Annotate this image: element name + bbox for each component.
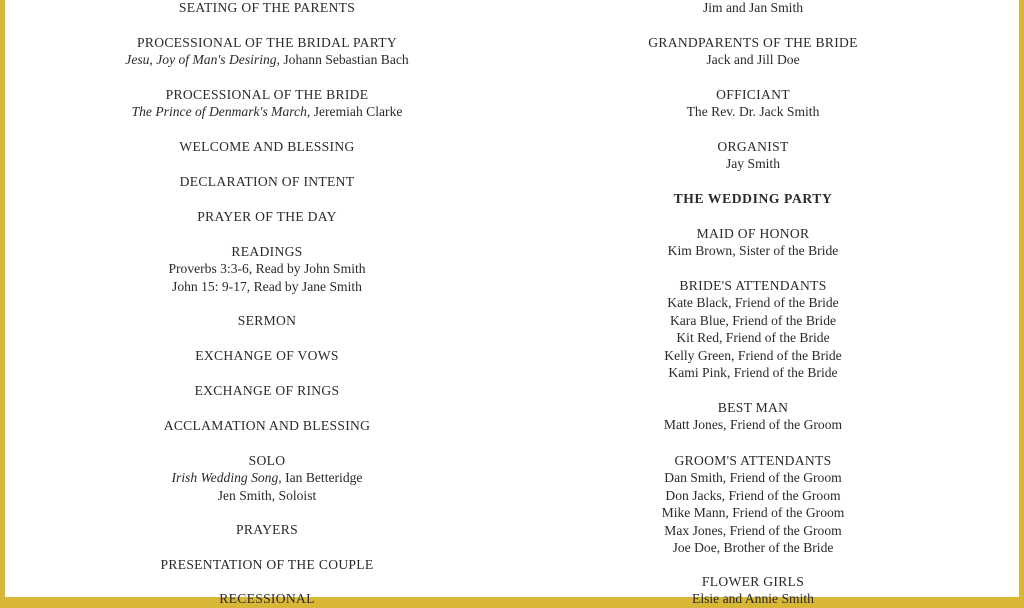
grooms-attendants: [583, 452, 923, 556]
maid-of-honor-heading: MAID OF HONOR: [696, 226, 810, 241]
attendant-name: Kelly Green, Friend of the Bride: [664, 347, 842, 363]
music-title: Irish Wedding Song,: [171, 470, 282, 486]
processional-party-heading: PROCESSIONAL OF THE BRIDAL PARTY: [136, 35, 398, 50]
wedding-party-title: [583, 190, 923, 207]
processional-party-music: [97, 51, 437, 68]
groomsman-name: Mike Mann, Friend of the Groom: [661, 505, 845, 521]
reading-line: John 15: 9-17, Read by Jane Smith: [172, 278, 362, 294]
seating-of-parents: [97, 0, 437, 16]
groomsman-name: Don Jacks, Friend of the Groom: [665, 487, 841, 503]
organist-name: Jay Smith: [725, 156, 780, 172]
maid-of-honor-name: Kim Brown, Sister of the Bride: [667, 243, 839, 259]
grandparents-of-bride: [583, 34, 923, 69]
readings: [97, 243, 437, 295]
attendant-name: Kate Black, Friend of the Bride: [667, 295, 839, 311]
presentation-of-couple: [97, 556, 437, 573]
declaration-of-intent: [97, 173, 437, 190]
brides-attendants: [583, 277, 923, 381]
prayers: [97, 521, 437, 538]
music-composer: Johann Sebastian Bach: [279, 52, 409, 68]
processional-bride-music: [97, 103, 437, 120]
exchange-of-vows: [97, 347, 437, 364]
exchange-of-rings: [97, 382, 437, 399]
reading-line: Proverbs 3:3-6, Read by John Smith: [168, 261, 366, 277]
maid-of-honor: [583, 225, 923, 260]
program-page: [5, 0, 1019, 607]
attendant-name: Kit Red, Friend of the Bride: [676, 330, 830, 346]
officiant-heading: OFFICIANT: [716, 87, 790, 102]
grandparents-names: Jack and Jill Doe: [706, 52, 800, 68]
officiant-name: The Rev. Dr. Jack Smith: [686, 104, 820, 120]
acclamation-and-blessing: [97, 417, 437, 434]
brides-attendants-heading: BRIDE'S ATTENDANTS: [679, 278, 827, 293]
parents-names: [583, 0, 923, 16]
grandparents-heading: GRANDPARENTS OF THE BRIDE: [648, 35, 858, 50]
welcome-heading: WELCOME AND BLESSING: [179, 139, 355, 154]
best-man: [583, 399, 923, 434]
groomsman-name: Joe Doe, Brother of the Bride: [672, 540, 834, 556]
sermon: [97, 312, 437, 329]
attendant-name: Kara Blue, Friend of the Bride: [669, 312, 837, 328]
flower-girls-names: Elsie and Annie Smith: [692, 591, 814, 607]
processional-bride: [97, 86, 437, 121]
flower-girls-heading: FLOWER GIRLS: [701, 574, 805, 589]
readings-heading: READINGS: [231, 244, 303, 259]
rings-heading: EXCHANGE OF RINGS: [194, 383, 340, 398]
flower-girls: [583, 573, 923, 608]
sermon-heading: SERMON: [237, 313, 297, 328]
attendant-name: Kami Pink, Friend of the Bride: [668, 365, 838, 381]
prayer-day-heading: PRAYER OF THE DAY: [197, 209, 337, 224]
music-title: The Prince of Denmark's March,: [131, 104, 311, 120]
parents-line: Jim and Jan Smith: [702, 0, 804, 15]
presentation-heading: PRESENTATION OF THE COUPLE: [160, 557, 374, 572]
solo: [97, 452, 437, 504]
processional-bridal-party: [97, 34, 437, 69]
wedding-party-heading: THE WEDDING PARTY: [673, 191, 833, 206]
vows-heading: EXCHANGE OF VOWS: [195, 348, 339, 363]
recessional: [97, 590, 437, 607]
prayers-heading: PRAYERS: [235, 522, 299, 537]
solo-heading: SOLO: [248, 453, 286, 468]
groomsman-name: Dan Smith, Friend of the Groom: [664, 470, 842, 486]
grooms-attendants-heading: GROOM'S ATTENDANTS: [674, 453, 832, 468]
officiant: [583, 86, 923, 121]
recessional-heading: RECESSIONAL: [219, 591, 315, 606]
welcome-and-blessing: [97, 138, 437, 155]
prayer-of-the-day: [97, 208, 437, 225]
seating-heading: SEATING OF THE PARENTS: [178, 0, 356, 15]
acclamation-heading: ACCLAMATION AND BLESSING: [163, 418, 371, 433]
soloist-line: Jen Smith, Soloist: [217, 487, 317, 503]
declaration-heading: DECLARATION OF INTENT: [179, 174, 355, 189]
best-man-name: Matt Jones, Friend of the Groom: [663, 417, 843, 433]
music-composer: Ian Betteridge: [281, 470, 363, 486]
organist: [583, 138, 923, 173]
music-title: Jesu, Joy of Man's Desiring,: [125, 52, 280, 68]
groomsman-name: Max Jones, Friend of the Groom: [664, 522, 842, 538]
processional-bride-heading: PROCESSIONAL OF THE BRIDE: [165, 87, 369, 102]
organist-heading: ORGANIST: [717, 139, 789, 154]
music-composer: Jeremiah Clarke: [310, 104, 403, 120]
solo-music: [97, 469, 437, 486]
best-man-heading: BEST MAN: [717, 400, 789, 415]
